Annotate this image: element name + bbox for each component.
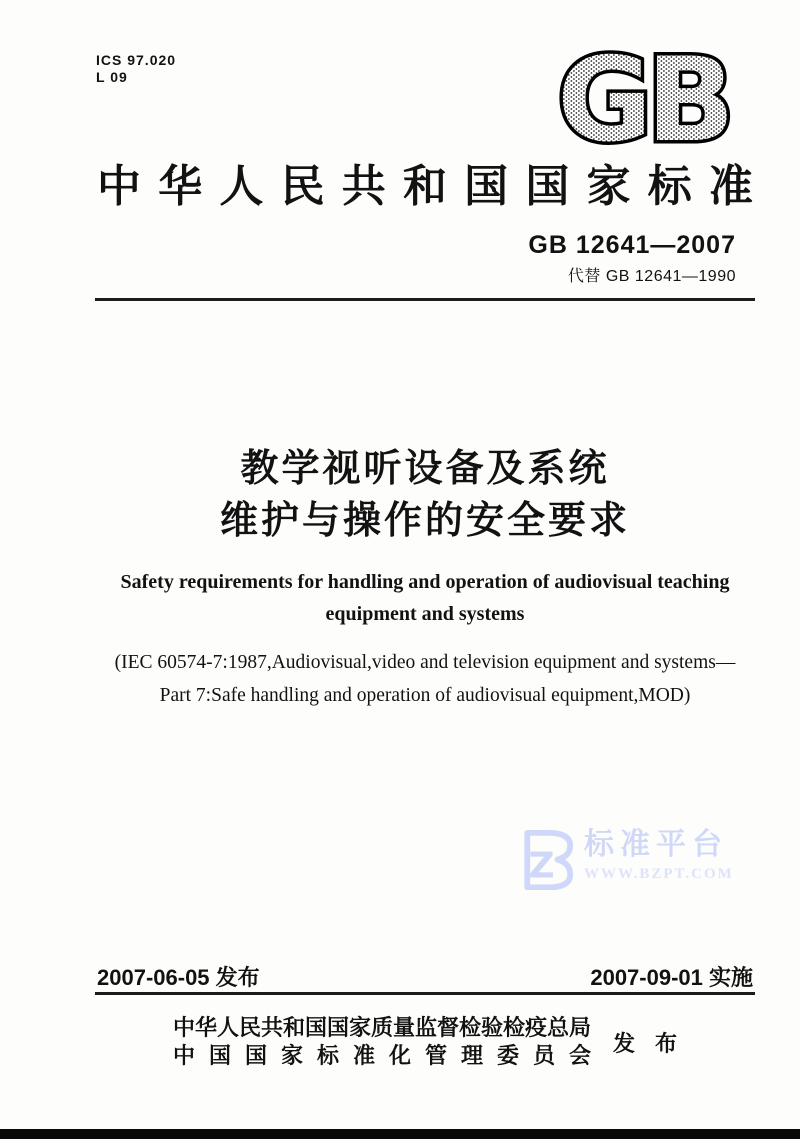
iec-adoption-note: [75, 646, 775, 712]
main-title: [95, 443, 755, 547]
standard-number-block: [528, 231, 736, 286]
implement-date: 2007-09-01 实施: [590, 965, 753, 990]
watermark-text: [584, 828, 734, 883]
doc-class-code: L 09: [96, 69, 128, 85]
watermark-site-name: 标准平台: [584, 828, 728, 861]
replaces-note: 代替 GB 12641—1990: [567, 268, 736, 285]
top-rule: [95, 298, 755, 301]
main-title-line1: 教学视听设备及系统: [240, 448, 610, 490]
standard-number: GB 12641—2007: [528, 231, 736, 259]
english-title-line1: Safety requirements for handling and operation of audiovisual teaching: [120, 571, 730, 593]
english-title: [95, 566, 755, 630]
bottom-rule: [95, 992, 755, 995]
authority-block: [95, 1014, 755, 1070]
national-standard-title: 中 华 人 民 共 和 国 国 家 标 准: [97, 162, 753, 211]
iec-note-line1: (IEC 60574-7:1987,Audiovisual,video and television equipment and systems—: [114, 652, 736, 673]
classification-codes: [96, 52, 176, 86]
watermark: [518, 828, 734, 890]
ics-code: ICS 97.020: [96, 52, 177, 68]
publish-label: 发 布: [613, 1030, 677, 1056]
gb-logo-icon: [545, 48, 740, 150]
gb-logo-letters: GB: [557, 48, 729, 150]
bzpt-logo-icon: [518, 828, 576, 890]
iec-note-line2: Part 7:Safe handling and operation of audiovisual equipment,MOD): [159, 685, 691, 706]
issue-date: 2007-06-05 发布: [97, 965, 260, 990]
authority-lines: [173, 1014, 591, 1070]
main-title-line2: 维护与操作的安全要求: [219, 500, 630, 542]
scan-edge-bar: [0, 1129, 800, 1139]
dates-row: [97, 961, 753, 992]
authority-line2: 中 国 国 家 标 准 化 管 理 委 员 会: [172, 1043, 591, 1068]
bzpt-logo-letter: Z: [528, 845, 555, 887]
watermark-site-url: WWW.BZPT.COM: [584, 866, 734, 882]
authority-line1: 中华人民共和国国家质量监督检验检疫总局: [172, 1015, 591, 1040]
english-title-line2: equipment and systems: [325, 603, 525, 625]
